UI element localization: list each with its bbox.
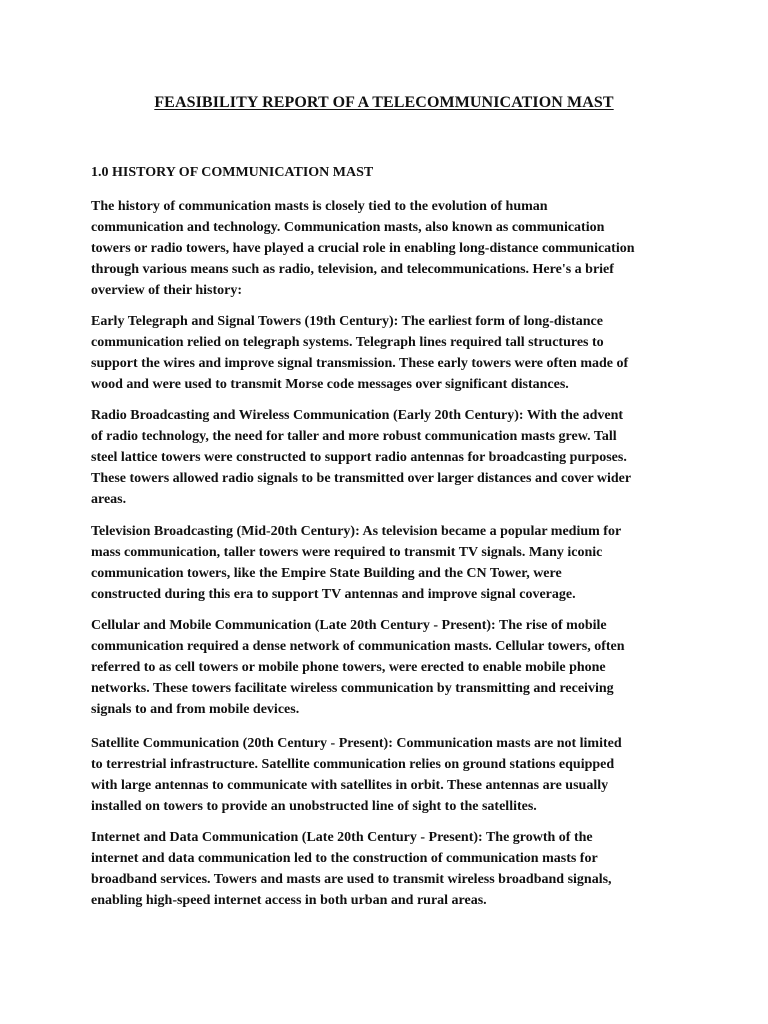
paragraph-line: Radio Broadcasting and Wireless Communication (Early 20th Century): With the advent	[91, 408, 624, 423]
paragraph-radio	[91, 405, 687, 510]
paragraph-line: constructed during this era to support TV antennas and improve signal coverage.	[91, 587, 576, 602]
paragraph-line: communication and technology. Communication masts, also known as communication	[91, 220, 605, 235]
paragraph-line: communication towers, like the Empire State Building and the CN Tower, were	[91, 566, 562, 581]
paragraph-intro	[91, 196, 687, 301]
paragraph-line: referred to as cell towers or mobile phone towers, were erected to enable mobile phone	[91, 660, 606, 675]
paragraph-line: These towers allowed radio signals to be transmitted over larger distances and cover wider	[91, 471, 632, 486]
paragraph-line: Early Telegraph and Signal Towers (19th Century): The earliest form of long-distance	[91, 314, 603, 329]
paragraph-satellite	[91, 733, 687, 817]
paragraph-line: of radio technology, the need for taller and more robust communication masts grew. Tall	[91, 429, 617, 444]
paragraph-line: overview of their history:	[91, 283, 242, 298]
paragraph-line: with large antennas to communicate with satellites in orbit. These antennas are usually	[91, 778, 609, 793]
paragraph-line: areas.	[91, 492, 127, 507]
paragraph-line: enabling high-speed internet access in both urban and rural areas.	[91, 893, 487, 908]
paragraph-line: The history of communication masts is closely tied to the evolution of human	[91, 199, 548, 214]
paragraph-line: signals to and from mobile devices.	[91, 702, 300, 717]
paragraph-line: mass communication, taller towers were required to transmit TV signals. Many iconic	[91, 545, 603, 560]
paragraph-line: Internet and Data Communication (Late 20th Century - Present): The growth of the	[91, 830, 593, 845]
section-heading: 1.0 HISTORY OF COMMUNICATION MAST	[91, 165, 374, 180]
paragraph-line: communication required a dense network of communication masts. Cellular towers, often	[91, 639, 625, 654]
paragraph-cellular	[91, 615, 687, 720]
paragraph-line: internet and data communication led to the construction of communication masts for	[91, 851, 598, 866]
paragraph-line: to terrestrial infrastructure. Satellite communication relies on ground stations equipped	[91, 757, 615, 772]
paragraph-internet	[91, 827, 687, 911]
paragraph-line: installed on towers to provide an unobstructed line of sight to the satellites.	[91, 799, 537, 814]
paragraph-line: wood and were used to transmit Morse code messages over significant distances.	[91, 377, 569, 392]
paragraph-line: broadband services. Towers and masts are used to transmit wireless broadband signals,	[91, 872, 612, 887]
paragraph-line: Satellite Communication (20th Century - Present): Communication masts are not limited	[91, 736, 622, 751]
paragraph-line: through various means such as radio, television, and telecommunications. Here's a brief	[91, 262, 614, 277]
document-title: FEASIBILITY REPORT OF A TELECOMMUNICATION MAST	[154, 94, 614, 111]
paragraph-line: Television Broadcasting (Mid-20th Century): As television became a popular medium for	[91, 524, 622, 539]
paragraph-line: networks. These towers facilitate wireless communication by transmitting and receiving	[91, 681, 614, 696]
paragraph-line: communication relied on telegraph systems. Telegraph lines required tall structures to	[91, 335, 604, 350]
paragraph-telegraph	[91, 311, 687, 395]
paragraph-television	[91, 521, 687, 605]
paragraph-line: Cellular and Mobile Communication (Late 20th Century - Present): The rise of mobile	[91, 618, 607, 633]
paragraph-line: towers or radio towers, have played a crucial role in enabling long-distance communication	[91, 241, 635, 256]
paragraph-line: steel lattice towers were constructed to support radio antennas for broadcasting purposes.	[91, 450, 627, 465]
paragraph-line: support the wires and improve signal transmission. These early towers were often made of	[91, 356, 629, 371]
